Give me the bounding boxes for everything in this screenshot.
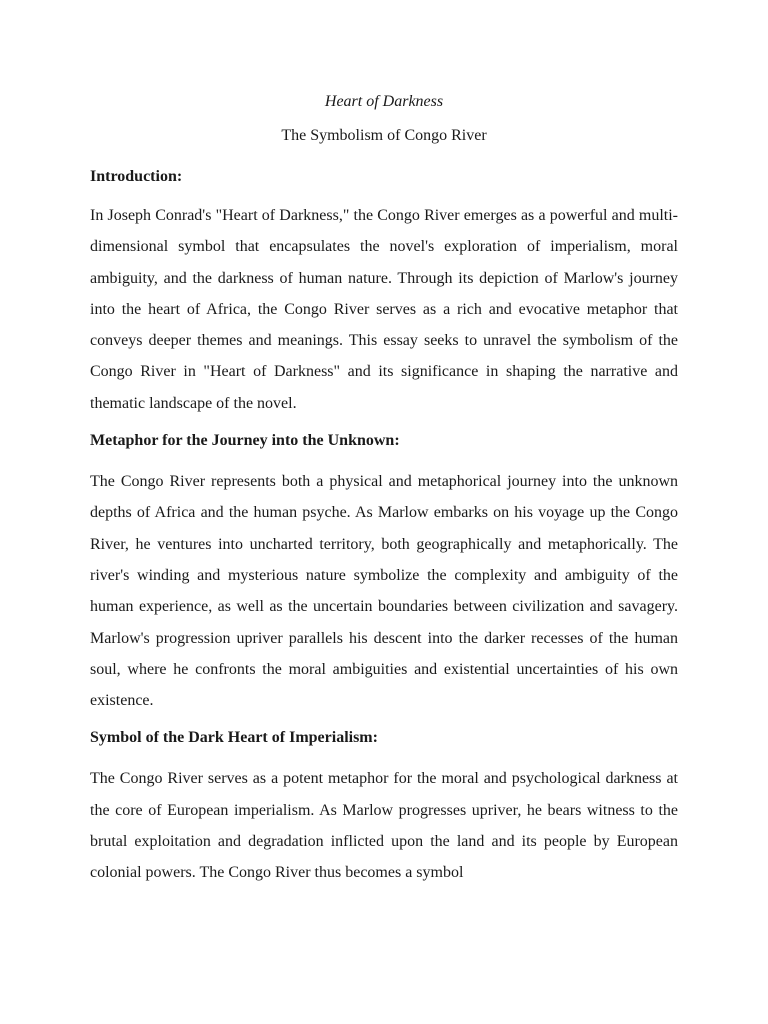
document-subtitle: The Symbolism of Congo River xyxy=(281,127,487,144)
section-paragraph-imperialism: The Congo River serves as a potent metaphor for the moral and psychological darkness at the core of European imperialism. As Marlow progresses upriver, he bears witness to the brutal exploitation and degradation inflicted upon the land and its people by European colonial powers. The Congo River thus becomes a symbol xyxy=(90,770,678,882)
section-heading-journey: Metaphor for the Journey into the Unknown: xyxy=(90,432,400,450)
section-heading-introduction: Introduction: xyxy=(90,168,183,185)
document-page xyxy=(90,90,678,889)
section-paragraph-journey: The Congo River represents both a physical and metaphorical journey into the unknown depths of Africa and the human psyche. As Marlow embarks on his voyage up the Congo River, he ventures into uncharted territory, both geographically and metaphorically. The river's winding and mysterious nature symbolize the complexity and ambiguity of the human experience, as well as the uncertain boundaries between civilization and savagery. Marlow's progression upriver parallels his descent into the darker recesses of the human soul, where he confronts the moral ambiguities and existential uncertainties of his own existence. xyxy=(90,473,678,710)
document-title: Heart of Darkness xyxy=(324,93,444,110)
section-paragraph-introduction: In Joseph Conrad's "Heart of Darkness," the Congo River emerges as a powerful and multi-dimensional symbol that encapsulates the novel's exploration of imperialism, moral ambiguity, and the darkness of human nature. Through its depiction of Marlow's journey into the heart of Africa, the Congo River serves as a rich and evocative metaphor that conveys deeper themes and meanings. This essay seeks to unravel the symbolism of the Congo River in "Heart of Darkness" and its significance in shaping the narrative and thematic landscape of the novel. xyxy=(90,207,678,412)
section-heading-imperialism: Symbol of the Dark Heart of Imperialism: xyxy=(90,729,378,747)
